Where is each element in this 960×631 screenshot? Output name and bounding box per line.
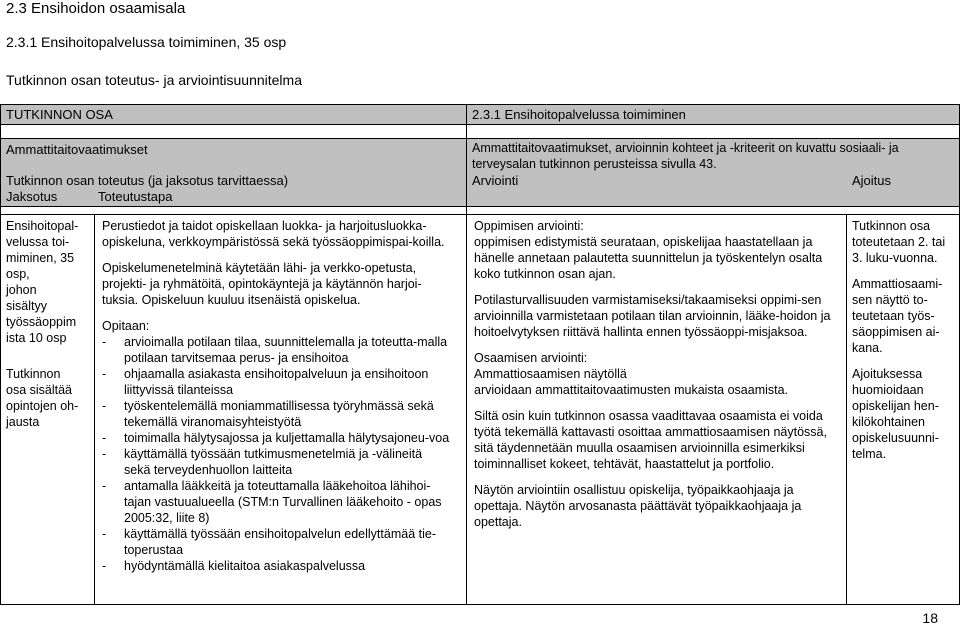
ajoitus-paragraph: Tutkinnon osa toteutetaan 2. tai 3. luku-vuonna. (852, 219, 946, 265)
header-row-tutkinnon-osa (0, 104, 960, 124)
opitaan-list (102, 334, 450, 574)
jaksotus-spacer (6, 346, 92, 366)
arviointi-line: arvioidaan ammattitaitovaatimusten mukaista osaamista. (474, 383, 789, 397)
tutkinnon-osa-value: 2.3.1 Ensihoitopalvelussa toimiminen (472, 107, 686, 122)
ammattitaitovaatimukset-label: Ammattitaitovaatimukset (6, 142, 148, 157)
arviointi-paragraph: oppimisen edistymistä seurataan, opiskelijaa haastatellaan ja hänelle annetaan palautetta suunnittelun ja työskentelyn osalta koko tutkinnon osan ajan. (474, 235, 823, 281)
jaksotus-line: osp, (6, 267, 30, 281)
jaksotus-line: sisältyy (6, 299, 47, 313)
list-item: - ohjaamalla asiakasta ensihoitopalveluun ja ensihoitoon liittyvissä tilanteissa (102, 366, 450, 398)
jaksotus-line: ista 10 osp (6, 331, 67, 345)
jaksotus-line: johon (6, 283, 37, 297)
arviointi-paragraph: Siltä osin kuin tutkinnon osassa vaadittavaa osaamista ei voida työtä tekemällä kattavasti osoittaa ammattiosaamisen näytössä, sitä täydennetään muulla osaamisen arvioinnilla esimerkiksi toiminnalliset kokeet, tehtävät, haastattelut ja portfolio. (474, 409, 827, 471)
toteutustapa-label: Toteutustapa (98, 189, 173, 204)
jaksotus-line: jausta (6, 415, 40, 429)
list-item: - työskentelemällä moniammatillisessa työryhmässä sekä tekemällä viranomaisyhteistyötä (102, 398, 450, 430)
list-item: - arvioimalla potilaan tilaa, suunnittelemalla ja toteutta-malla potilaan tarvitsemaa perus- ja ensihoitoa (102, 334, 450, 366)
jaksotus-line: työssäoppim (6, 315, 77, 329)
jaksotus-line: Tutkinnon (6, 367, 61, 381)
table-left-border (0, 104, 1, 604)
arviointi-column (474, 218, 840, 540)
row-divider (0, 206, 960, 207)
arviointi-subtitle: Osaamisen arviointi: (474, 351, 588, 365)
subsection-heading: 2.3.1 Ensihoitopalvelussa toimiminen, 35 osp (6, 34, 287, 50)
page-number: 18 (922, 610, 938, 626)
list-item: - toimimalla hälytysajossa ja kuljettamalla hälytysajoneu-voa (102, 430, 450, 446)
toteutustapa-paragraph: Perustiedot ja taidot opiskellaan luokka- ja harjoitusluokka-opiskeluna, verkkoympäristössä sekä työssäoppimispai-koilla. (102, 219, 445, 249)
jaksotus-line: velussa toi- (6, 235, 70, 249)
jaksotus-line: opintojen oh- (6, 399, 79, 413)
opitaan-label: Opitaan: (102, 319, 150, 333)
plan-heading: Tutkinnon osan toteutus- ja arviointisuunnitelma (6, 72, 302, 88)
jaksotus-line: osa sisältää (6, 383, 73, 397)
table-bottom-border (0, 604, 960, 605)
arviointi-line: Ammattiosaamisen näytöllä (474, 367, 627, 381)
list-item: - antamalla lääkkeitä ja toteuttamalla lääkehoitoa lähihoi-tajan vastuualueella (STM:n Turvallinen lääkehoito - opas 2005:32, liite 8) (102, 478, 450, 526)
arviointi-paragraph: Potilasturvallisuuden varmistamiseksi/takaamiseksi oppimi-sen arvioinnilla varmistetaan potilaan tilan arvioinnin, lääke-hoidon ja hoitoelvytyksen riittävä hallinta ennen työssäoppi-misjaksoa. (474, 293, 831, 339)
arviointi-subtitle: Oppimisen arviointi: (474, 219, 584, 233)
row-divider (0, 214, 960, 215)
section-heading: 2.3 Ensihoidon osaamisala (6, 0, 186, 17)
header-row-ammattitaitovaatimukset (0, 138, 960, 172)
ammattitaitovaatimukset-value: Ammattitaitovaatimukset, arvioinnin kohteet ja -kriteerit on kuvattu sosiaali- ja terveysalan tutkinnon perusteissa sivulla 43. (472, 141, 899, 171)
ajoitus-paragraph: Ammattiosaami-sen näyttö to-teutetaan työs-säoppimisen ai-kana. (852, 277, 943, 355)
column-divider (846, 214, 847, 604)
row-divider (0, 124, 960, 125)
list-item: - käyttämällä työssään ensihoitopalvelun edellyttämää tie-toperustaa (102, 526, 450, 558)
column-divider (94, 214, 95, 604)
toteutustapa-paragraph: Opiskelumenetelminä käytetään lähi- ja verkko-opetusta, projekti- ja ryhmätöitä, opintokäyntejä ja käytännön harjoi-tuksia. Opiskeluun kuuluu itsenäistä opiskelua. (102, 261, 422, 307)
ajoitus-column (852, 218, 952, 472)
jaksotus-label: Jaksotus (6, 189, 58, 204)
jaksotus-column (6, 218, 92, 430)
toteutus-label: Tutkinnon osan toteutus (ja jaksotus tarvittaessa) (6, 173, 289, 188)
row-divider (0, 138, 960, 139)
column-divider (466, 104, 467, 604)
tutkinnon-osa-label: TUTKINNON OSA (6, 107, 113, 122)
ajoitus-paragraph: Ajoituksessa huomioidaan opiskelijan hen-kilökohtainen opiskelusuunni-telma. (852, 367, 939, 461)
toteutustapa-column (102, 218, 450, 574)
list-item: - käyttämällä työssään tutkimusmenetelmiä ja -välineitä sekä terveydenhuollon laitteita (102, 446, 450, 478)
list-item: - hyödyntämällä kielitaitoa asiakaspalvelussa (102, 558, 450, 574)
table-top-border (0, 104, 960, 105)
arviointi-paragraph: Näytön arviointiin osallistuu opiskelija, työpaikkaohjaaja ja opettaja. Näytön arvosanasta päättävät työpaikkaohjaaja ja opettaja. (474, 483, 802, 529)
jaksotus-line: Ensihoitopal- (6, 219, 79, 233)
jaksotus-line: miminen, 35 (6, 251, 75, 265)
ajoitus-label: Ajoitus (852, 173, 892, 188)
header-row-toteutus (0, 172, 960, 206)
arviointi-label: Arviointi (472, 173, 519, 188)
